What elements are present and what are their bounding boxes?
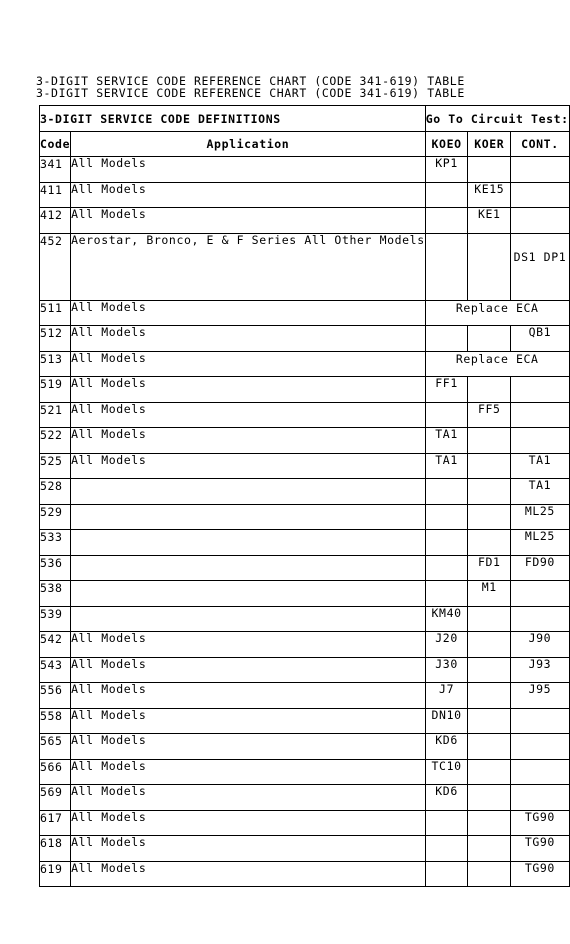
table-row xyxy=(40,836,570,862)
koer-cell xyxy=(468,326,511,352)
application-cell: All Models xyxy=(71,759,426,785)
koeo-cell xyxy=(425,326,468,352)
application-cell: All Models xyxy=(71,810,426,836)
koeo-cell xyxy=(425,208,468,234)
application-cell: All Models xyxy=(71,157,426,183)
cont-cell xyxy=(511,157,570,183)
table-row xyxy=(40,785,570,811)
application-cell xyxy=(71,504,426,530)
table-row xyxy=(40,861,570,887)
application-cell: All Models xyxy=(71,182,426,208)
code-cell: 512 xyxy=(40,326,71,352)
table-row xyxy=(40,581,570,607)
application-cell: All Models xyxy=(71,377,426,403)
koeo-cell: TC10 xyxy=(425,759,468,785)
koer-cell xyxy=(468,606,511,632)
table-row xyxy=(40,479,570,505)
koer-cell xyxy=(468,632,511,658)
cont-cell xyxy=(511,402,570,428)
code-cell: 566 xyxy=(40,759,71,785)
koer-cell xyxy=(468,683,511,709)
cont-cell: TG90 xyxy=(511,861,570,887)
table-row xyxy=(40,683,570,709)
code-column-header: Code xyxy=(40,132,71,157)
koer-cell xyxy=(468,861,511,887)
code-cell: 513 xyxy=(40,351,71,377)
koer-cell xyxy=(468,708,511,734)
cont-cell: TG90 xyxy=(511,836,570,862)
table-row xyxy=(40,233,570,300)
code-cell: 569 xyxy=(40,785,71,811)
header-row-columns xyxy=(40,132,570,157)
koeo-cell: TA1 xyxy=(425,428,468,454)
circuit-test-span-cell: Replace ECA xyxy=(425,351,569,377)
table-row xyxy=(40,555,570,581)
table-row xyxy=(40,182,570,208)
table-row xyxy=(40,453,570,479)
koer-cell xyxy=(468,836,511,862)
cont-cell: QB1 xyxy=(511,326,570,352)
code-cell: 558 xyxy=(40,708,71,734)
application-cell xyxy=(71,606,426,632)
table-row xyxy=(40,326,570,352)
application-cell: All Models xyxy=(71,326,426,352)
koeo-cell xyxy=(425,479,468,505)
koeo-cell: DN10 xyxy=(425,708,468,734)
cont-cell: TA1 xyxy=(511,479,570,505)
cont-cell xyxy=(511,581,570,607)
table-body xyxy=(40,157,570,887)
application-cell: All Models xyxy=(71,861,426,887)
table-row xyxy=(40,428,570,454)
code-cell: 619 xyxy=(40,861,71,887)
koeo-cell: FF1 xyxy=(425,377,468,403)
cont-cell xyxy=(511,606,570,632)
code-cell: 519 xyxy=(40,377,71,403)
code-cell: 522 xyxy=(40,428,71,454)
koer-column-header: KOER xyxy=(468,132,511,157)
code-cell: 565 xyxy=(40,734,71,760)
code-cell: 529 xyxy=(40,504,71,530)
cont-cell xyxy=(511,708,570,734)
table-row xyxy=(40,632,570,658)
application-cell xyxy=(71,530,426,556)
code-cell: 618 xyxy=(40,836,71,862)
code-cell: 617 xyxy=(40,810,71,836)
cont-cell: DS1 DP1 xyxy=(511,233,570,300)
koeo-cell xyxy=(425,836,468,862)
cont-cell: J93 xyxy=(511,657,570,683)
code-cell: 533 xyxy=(40,530,71,556)
koeo-cell xyxy=(425,581,468,607)
table-row xyxy=(40,402,570,428)
application-cell: All Models xyxy=(71,836,426,862)
chart-title-line-2: 3-DIGIT SERVICE CODE REFERENCE CHART (CODE 341-619) TABLE xyxy=(36,86,465,100)
koeo-cell xyxy=(425,182,468,208)
chart-title-line-1: 3-DIGIT SERVICE CODE REFERENCE CHART (CODE 341-619) TABLE xyxy=(36,74,465,88)
table-row xyxy=(40,300,570,326)
code-cell: 542 xyxy=(40,632,71,658)
table-row xyxy=(40,657,570,683)
definitions-header: 3-DIGIT SERVICE CODE DEFINITIONS xyxy=(40,106,426,132)
table-row xyxy=(40,530,570,556)
koer-cell xyxy=(468,657,511,683)
koer-cell xyxy=(468,810,511,836)
code-cell: 539 xyxy=(40,606,71,632)
koeo-cell: J20 xyxy=(425,632,468,658)
application-cell: All Models xyxy=(71,300,426,326)
cont-cell: ML25 xyxy=(511,530,570,556)
cont-cell xyxy=(511,734,570,760)
koeo-cell: KD6 xyxy=(425,734,468,760)
circuit-test-header: Go To Circuit Test: xyxy=(425,106,569,132)
cont-cell xyxy=(511,208,570,234)
table-row xyxy=(40,157,570,183)
code-cell: 412 xyxy=(40,208,71,234)
koer-cell: M1 xyxy=(468,581,511,607)
application-cell xyxy=(71,479,426,505)
koer-cell xyxy=(468,530,511,556)
table-row xyxy=(40,504,570,530)
koer-cell: KE15 xyxy=(468,182,511,208)
code-cell: 543 xyxy=(40,657,71,683)
application-cell: All Models xyxy=(71,632,426,658)
code-cell: 528 xyxy=(40,479,71,505)
koeo-cell xyxy=(425,530,468,556)
cont-cell: FD90 xyxy=(511,555,570,581)
cont-cell xyxy=(511,182,570,208)
koer-cell xyxy=(468,428,511,454)
cont-cell: J95 xyxy=(511,683,570,709)
table-row xyxy=(40,759,570,785)
table-row xyxy=(40,810,570,836)
koeo-cell xyxy=(425,233,468,300)
code-cell: 556 xyxy=(40,683,71,709)
koer-cell xyxy=(468,377,511,403)
koer-cell xyxy=(468,759,511,785)
table-row xyxy=(40,351,570,377)
koeo-cell xyxy=(425,504,468,530)
cont-cell: ML25 xyxy=(511,504,570,530)
koer-cell xyxy=(468,233,511,300)
table-row xyxy=(40,377,570,403)
code-cell: 525 xyxy=(40,453,71,479)
koeo-cell: KM40 xyxy=(425,606,468,632)
table-row xyxy=(40,734,570,760)
application-cell xyxy=(71,555,426,581)
cont-cell: TG90 xyxy=(511,810,570,836)
code-cell: 411 xyxy=(40,182,71,208)
code-cell: 538 xyxy=(40,581,71,607)
cont-cell xyxy=(511,428,570,454)
service-code-table xyxy=(39,105,570,887)
koeo-cell xyxy=(425,810,468,836)
application-column-header: Application xyxy=(71,132,426,157)
koer-cell xyxy=(468,157,511,183)
koeo-cell: KP1 xyxy=(425,157,468,183)
application-cell: All Models xyxy=(71,453,426,479)
application-cell: Aerostar, Bronco, E & F Series All Other Models xyxy=(71,233,426,300)
koer-cell: FF5 xyxy=(468,402,511,428)
application-cell: All Models xyxy=(71,402,426,428)
cont-cell xyxy=(511,377,570,403)
koeo-cell: J30 xyxy=(425,657,468,683)
code-cell: 511 xyxy=(40,300,71,326)
koeo-column-header: KOEO xyxy=(425,132,468,157)
koer-cell xyxy=(468,734,511,760)
circuit-test-span-cell: Replace ECA xyxy=(425,300,569,326)
koer-cell xyxy=(468,504,511,530)
application-cell: All Models xyxy=(71,734,426,760)
header-row-top xyxy=(40,106,570,132)
koer-cell xyxy=(468,479,511,505)
application-cell: All Models xyxy=(71,708,426,734)
application-cell: All Models xyxy=(71,428,426,454)
application-cell: All Models xyxy=(71,208,426,234)
koeo-cell xyxy=(425,861,468,887)
koeo-cell xyxy=(425,402,468,428)
koeo-cell: J7 xyxy=(425,683,468,709)
code-cell: 536 xyxy=(40,555,71,581)
table-row xyxy=(40,208,570,234)
code-cell: 341 xyxy=(40,157,71,183)
application-cell: All Models xyxy=(71,351,426,377)
application-cell: All Models xyxy=(71,785,426,811)
code-cell: 521 xyxy=(40,402,71,428)
cont-cell xyxy=(511,785,570,811)
cont-column-header: CONT. xyxy=(511,132,570,157)
application-cell: All Models xyxy=(71,683,426,709)
code-cell: 452 xyxy=(40,233,71,300)
koeo-cell: KD6 xyxy=(425,785,468,811)
koer-cell: KE1 xyxy=(468,208,511,234)
cont-cell: J90 xyxy=(511,632,570,658)
koer-cell xyxy=(468,785,511,811)
koeo-cell: TA1 xyxy=(425,453,468,479)
table-row xyxy=(40,606,570,632)
cont-cell: TA1 xyxy=(511,453,570,479)
table-row xyxy=(40,708,570,734)
koer-cell xyxy=(468,453,511,479)
application-cell: All Models xyxy=(71,657,426,683)
koeo-cell xyxy=(425,555,468,581)
application-cell xyxy=(71,581,426,607)
koer-cell: FD1 xyxy=(468,555,511,581)
cont-cell xyxy=(511,759,570,785)
